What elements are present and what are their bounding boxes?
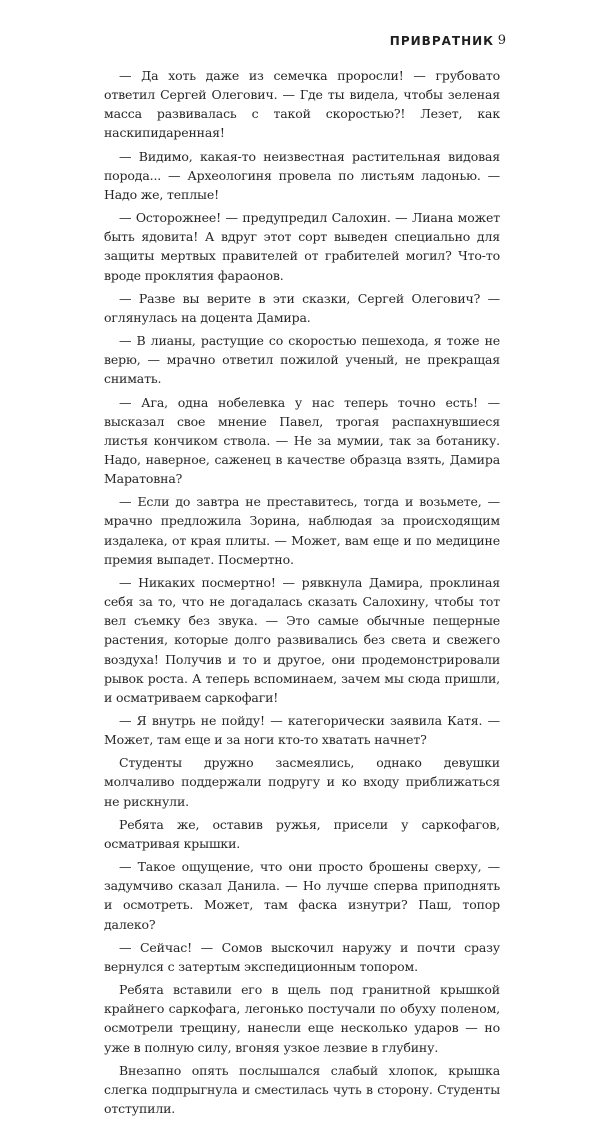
paragraph: — Сейчас! — Сомов выскочил наружу и почти сразу вернулся с затертым экспедиционным топором. <box>104 939 500 974</box>
paragraph: — Осторожнее! — предупредил Салохин. — Лиана может быть ядовита! А вдруг этот сорт выведен специально для защиты мертвых правителей от грабителей могил? Что-то вроде проклятия фараонов. <box>104 210 500 283</box>
body-text <box>104 66 500 1122</box>
paragraph: Студенты дружно засмеялись, однако девушки молчаливо поддержали подругу и ко входу приближаться не рискнули. <box>104 755 500 809</box>
paragraph: — Такое ощущение, что они просто брошены сверху, — задумчиво сказал Данила. — Но лучше сперва приподнять и осмотреть. Может, там фаска изнутри? Паш, топор далеко? <box>104 859 500 932</box>
paragraph: — Видимо, какая-то неизвестная растительная видовая порода... — Археологиня провела по листьям ладонью. — Надо же, теплые! <box>104 148 500 202</box>
running-title: ПРИВРАТНИК <box>389 34 494 48</box>
paragraph: — Разве вы верите в эти сказки, Сергей Олегович? — оглянулась на доцента Дамира. <box>104 290 500 325</box>
paragraph: — Да хоть даже из семечка проросли! — грубовато ответил Сергей Олегович. — Где ты видела, чтобы зеленая масса развивалась с такой скоростью?! Лезет, как наскипидаренная! <box>104 68 500 141</box>
page-number: 9 <box>497 33 506 48</box>
paragraph: — Если до завтра не преставитесь, тогда и возьмете, — мрачно предложила Зорина, наблюдая за происходящим издалека, от края плиты. — Может, вам еще и по медицине премия выпадет. Посмертно. <box>104 494 500 567</box>
paragraph: Ребята вставили его в щель под гранитной крышкой крайнего саркофага, легонько постучали по обуху поленом, осмотрели трещину, нанесли еще несколько ударов — но уже в полную силу, вгоняя узкое лезвие в глубину. <box>104 982 500 1055</box>
paragraph: — Я внутрь не пойду! — категорически заявила Катя. — Может, там еще и за ноги кто-то хватать начнет? <box>104 713 500 748</box>
paragraph: Внезапно опять послышался слабый хлопок, крышка слегка подпрыгнула и сместилась чуть в сторону. Студенты отступили. <box>104 1062 500 1116</box>
paragraph: — В лианы, растущие со скоростью пешехода, я тоже не верю, — мрачно ответил пожилой ученый, не прекращая снимать. <box>104 333 500 387</box>
paragraph: — Никаких посмертно! — рявкнула Дамира, проклиная себя за то, что не догадалась сказать Салохину, чтобы тот вел съемку без звука. — Это самые обычные пещерные растения, которые долго развивались без света и свежего воздуха! Получив и то и другое, они продемонстрировали рывок роста. А теперь вспоминаем, зачем мы сюда пришли, и осматриваем саркофаги! <box>104 574 500 705</box>
paragraph: — Ага, одна нобелевка у нас теперь точно есть! — высказал свое мнение Павел, трогая распахнувшиеся листья кончиком ствола. — Не за мумии, так за ботанику. Надо, наверное, саженец в качестве образца взять, Дамира Маратовна? <box>104 394 500 487</box>
paragraph: Ребята же, оставив ружья, присели у саркофагов, осматривая крышки. <box>104 816 500 851</box>
